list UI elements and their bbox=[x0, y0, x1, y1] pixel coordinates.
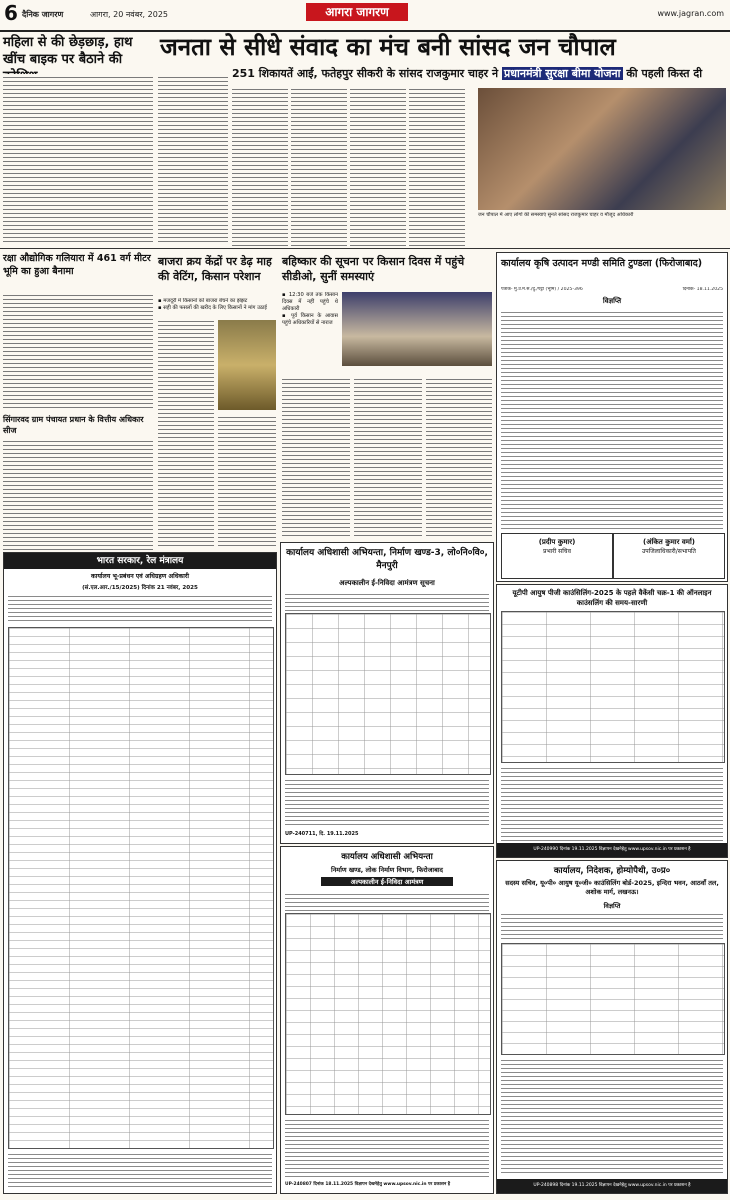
lead-main-subhead: 251 शिकायतें आईं, फतेहपुर सीकरी के सांसद राजकुमार चाहर ने प्रधानमंत्री सुरक्षा बीमा योजना की पहली किस्त दी bbox=[232, 67, 703, 80]
boycott-bullet-2: ▪ पूर्व किसान के आवास पहुंचे अधिकारियों से नाराज bbox=[282, 313, 338, 326]
lead-main-body-col2 bbox=[291, 86, 347, 246]
masthead bbox=[0, 0, 730, 32]
homeopathy-subtitle: सदस्य सचिव, यू०पी० आयुष यू०जी० काउंसिलिंग बोर्ड-2025, इन्दिरा भवन, आठवाँ तल, अशोक मार्ग, लखनऊ। bbox=[505, 879, 719, 896]
subhead-highlight: प्रधानमंत्री सुरक्षा बीमा योजना bbox=[503, 67, 621, 80]
pwd-firozabad-heading: अल्पकालीन ई-निविदा आमंत्रण bbox=[321, 877, 453, 886]
mandi-notice bbox=[496, 252, 728, 582]
railway-title: भारत सरकार, रेल मंत्रालय bbox=[4, 553, 276, 569]
boycott-body-col1 bbox=[282, 376, 350, 536]
lead-left-body-col2 bbox=[158, 74, 228, 244]
bajra-crop-photo bbox=[218, 320, 276, 410]
pwd-mainpuri-table bbox=[285, 613, 491, 775]
ayush-pg-footer: UP-240990 दिनांक 19.11.2025 विज्ञापन देखनेहेतु www.upsov.nic.in पर प्रकाशन है bbox=[497, 843, 727, 857]
homeopathy-heading: विज्ञप्ति bbox=[603, 902, 621, 910]
homeopathy-footer: UP-240898 दिनांक 19.11.2025 विज्ञापन देखनेहेतु www.upsov.nic.in पर प्रकाशन है bbox=[497, 1179, 727, 1193]
page-number: 6 bbox=[4, 1, 18, 25]
railway-land-table bbox=[8, 627, 274, 1149]
bazar-bullet-2: ▪ सही की फसलों की खरीद के लिए किसानों ने मांग उठाई bbox=[158, 305, 267, 311]
issue-date: आगरा, 20 नवंबर, 2025 bbox=[90, 10, 169, 19]
boycott-body-col3 bbox=[426, 376, 492, 536]
pwd-mainpuri-heading: अल्पकालीन ई-निविदा आमंत्रण सूचना bbox=[339, 579, 435, 587]
mandi-body bbox=[501, 309, 723, 529]
pwd-firozabad-table bbox=[285, 913, 491, 1115]
mandi-title: कार्यालय कृषि उत्पादन मण्डी समिति टुण्डला (फिरोजाबाद) bbox=[501, 258, 703, 269]
pwd-firozabad-title: कार्यालय अधिशासी अभियन्ता bbox=[341, 852, 433, 862]
pwd-firozabad-notice bbox=[280, 846, 494, 1194]
railway-intro-text bbox=[8, 593, 272, 623]
pwd-mainpuri-footer: UP-240711, दि. 19.11.2025 bbox=[285, 831, 359, 837]
boycott-bullet-1: ▪ 12:30 बजे तक किसान दिवस में नहीं पहुंचे थे अधिकारी bbox=[282, 292, 338, 312]
bazar-body-col1 bbox=[158, 318, 214, 546]
bazar-headline: बाजरा क्रय केंद्रों पर डेढ़ माह की वेटिंग, किसान परेशान bbox=[158, 255, 272, 283]
pwd-mainpuri-intro bbox=[285, 591, 489, 611]
railway-footer-text bbox=[8, 1151, 272, 1189]
mandi-sign-right: (अंकित कुमार वर्मा) उपजिलाधिकारी/सभापति bbox=[613, 533, 725, 579]
bazar-bullet-1: ▪ मजदूरी में किसानों को बाजरा बेचने का झंझट bbox=[158, 298, 248, 304]
pwd-mainpuri-notice bbox=[280, 542, 494, 844]
ayush-pg-notice bbox=[496, 584, 728, 858]
lead-main-body-col4 bbox=[409, 86, 465, 246]
bazar-bullets bbox=[158, 298, 276, 312]
paper-name: दैनिक जागरण bbox=[22, 10, 64, 19]
jan-chaupal-photo bbox=[478, 88, 726, 210]
pwd-firozabad-footer: UP-240807 दिनांक 18.11.2025 विज्ञापन देखनेहेतु www.upsov.nic.in पर प्रकाशन है bbox=[285, 1182, 451, 1187]
mandi-ref-left: पत्रांक- मु.उ.म.स./दु./पट्टा (भूमि) / 2025-396 bbox=[501, 287, 583, 292]
homeopathy-intro bbox=[501, 911, 723, 941]
land-body bbox=[3, 292, 153, 410]
boycott-headline: बहिष्कार की सूचना पर किसान दिवस में पहुंचे सीडीओ, सुनीं समस्याएं bbox=[282, 255, 465, 283]
mandi-heading: विज्ञप्ति bbox=[602, 297, 622, 305]
pwd-firozabad-subtitle: निर्माण खण्ड, लोक निर्माण विभाग, फिरोजाबाद bbox=[331, 866, 443, 874]
land-headline: रक्षा औद्योगिक गलियारा में 461 वर्ग मीटर भूमि का हुआ बैनामा bbox=[3, 253, 151, 277]
boycott-bullets bbox=[282, 292, 338, 327]
ayush-pg-schedule-table bbox=[501, 611, 725, 763]
lead-main-body-col3 bbox=[350, 86, 406, 246]
pwd-mainpuri-terms bbox=[285, 777, 489, 827]
singarwad-headline: सिंगारवद ग्राम पंचायत प्रधान के वित्तीय अधिकार सीज bbox=[3, 415, 144, 435]
boycott-body-col2 bbox=[354, 376, 422, 536]
bazar-body-col2 bbox=[218, 414, 276, 546]
ayush-pg-terms bbox=[501, 765, 723, 841]
photo-caption: जन चौपाल में आए लोगों की समस्याएं सुनते सांसद राजकुमार चाहर व मौजूद अधिकारी bbox=[478, 212, 634, 218]
singarwad-body bbox=[3, 438, 153, 550]
kisan-diwas-photo bbox=[342, 292, 492, 366]
website-link[interactable]: www.jagran.com bbox=[657, 9, 724, 18]
homeopathy-schedule-table bbox=[501, 943, 725, 1055]
lead-main-body-col1 bbox=[232, 86, 288, 246]
pwd-mainpuri-title: कार्यालय अधिशासी अभियन्ता, निर्माण खण्ड-3, लो०नि०वि०, मैनपुरी bbox=[286, 548, 488, 571]
mandi-ref-right: दिनांक- 18.11.2025 bbox=[682, 287, 723, 292]
mandi-sign-left: (प्रदीप कुमार) प्रभारी सचिव bbox=[501, 533, 613, 579]
edition-logo: आगरा जागरण bbox=[306, 3, 408, 21]
railway-notice bbox=[3, 552, 277, 1194]
homeopathy-title: कार्यालय, निदेशक, होम्योपैथी, उ०प्र० bbox=[553, 866, 671, 876]
pwd-firozabad-terms bbox=[285, 1117, 489, 1177]
lead-left-headline: महिला से की छेड़छाड़, हाथ खींच बाइक पर बैठाने की bbox=[3, 35, 133, 67]
homeopathy-notice bbox=[496, 860, 728, 1194]
ayush-pg-title: यूटीपी आयुष पीजी काउंसिलिंग-2025 के पहले वैकेंसी चक्र-1 की ऑनलाइन काउंसलिंग की समय-सारणी bbox=[512, 589, 712, 607]
railway-heading: (सं.एल.आर./15/2025) दिनांक 21 नवंबर, 2025 bbox=[82, 585, 198, 591]
railway-subtitle: कार्यालय भू-प्रबंधन एवं अधिग्रहण अधिकारी bbox=[90, 573, 190, 580]
homeopathy-terms bbox=[501, 1057, 723, 1175]
pwd-firozabad-intro bbox=[285, 891, 489, 911]
lead-main-headline: जनता से सीधे संवाद का मंच बनी सांसद जन चौपाल bbox=[160, 33, 616, 61]
lead-left-body bbox=[3, 74, 153, 244]
